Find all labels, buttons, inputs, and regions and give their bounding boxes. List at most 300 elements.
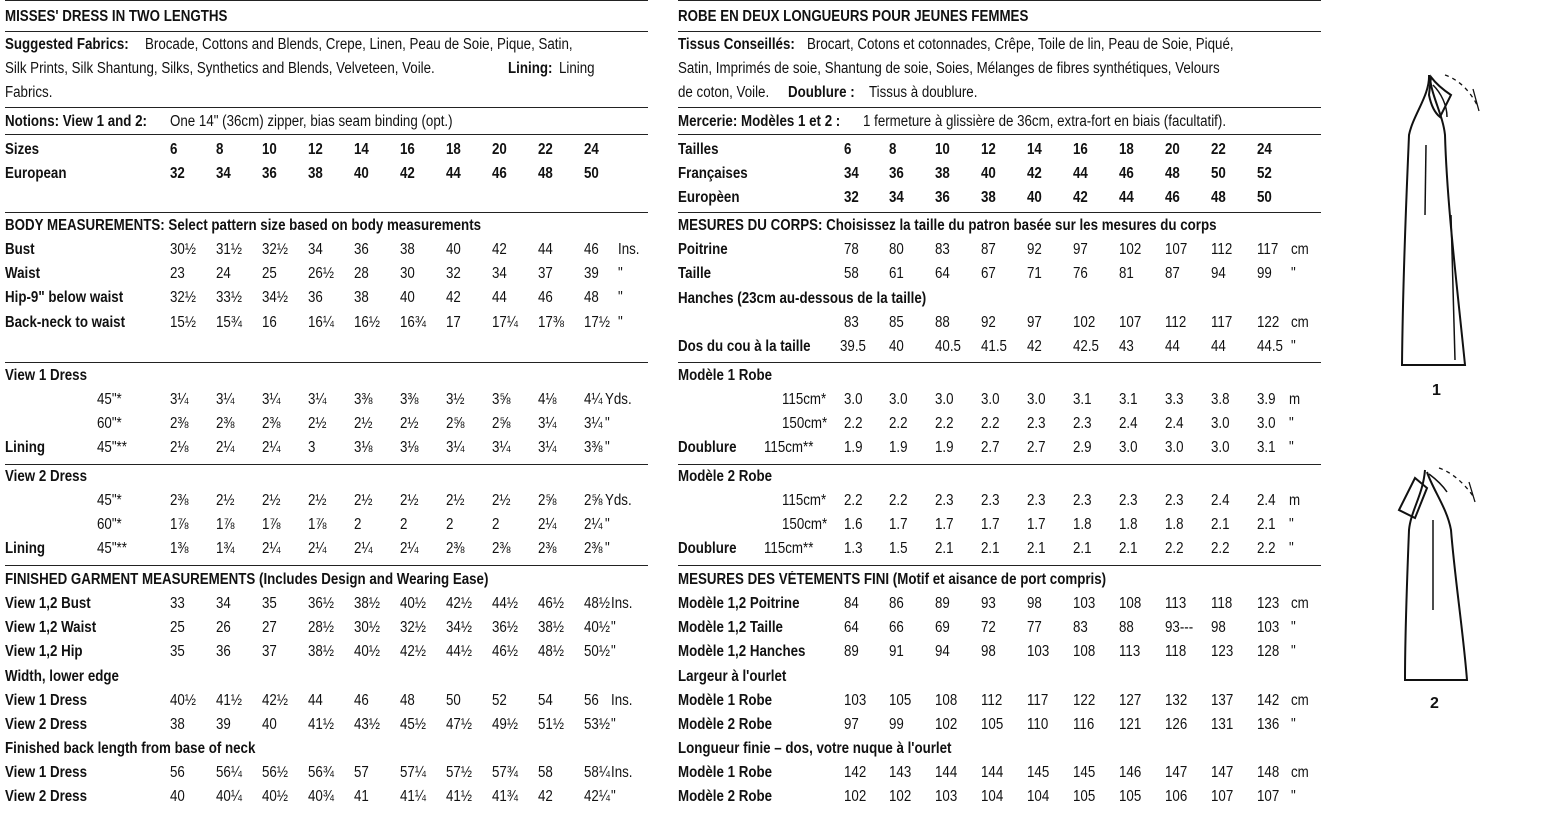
table-cell: 83 bbox=[935, 241, 950, 258]
row-sublabel: 45"* bbox=[97, 391, 122, 408]
table-cell: 132 bbox=[1165, 692, 1188, 709]
unit-label: " bbox=[611, 716, 616, 734]
row-label: Doublure bbox=[678, 439, 737, 457]
table-cell: 97 bbox=[1027, 314, 1042, 331]
table-cell: 38 bbox=[308, 165, 323, 183]
table-cell: 16 bbox=[1073, 141, 1088, 158]
row-sublabel: 45"** bbox=[97, 439, 127, 457]
table-cell: 57¼ bbox=[400, 764, 426, 781]
unit-label: Ins. bbox=[611, 764, 633, 781]
table-cell: 40 bbox=[170, 788, 185, 806]
unit-label: Yds. bbox=[605, 391, 632, 408]
table-cell: 47½ bbox=[446, 716, 472, 734]
table-cell: 3⅜ bbox=[584, 439, 603, 457]
table-cell: 49½ bbox=[492, 716, 518, 734]
table-cell: 103 bbox=[1073, 595, 1096, 612]
table-cell: 32 bbox=[844, 189, 859, 207]
table-cell: 147 bbox=[1165, 764, 1188, 781]
row-sublabel: 115cm* bbox=[782, 492, 827, 509]
table-cell: 93--- bbox=[1165, 619, 1194, 637]
table-cell: 42 bbox=[1027, 338, 1042, 355]
table-cell: 45½ bbox=[400, 716, 426, 734]
table-cell: 72 bbox=[981, 619, 996, 637]
unit-label: Ins. bbox=[611, 692, 633, 709]
table-cell: 1.5 bbox=[889, 540, 908, 558]
table-cell: 36 bbox=[262, 165, 277, 183]
notions-text: 1 fermeture à glissière de 36cm, extra-fort en biais (facultatif). bbox=[863, 113, 1227, 130]
unit-label: " bbox=[1291, 716, 1296, 734]
row-label: Modèle 1,2 Poitrine bbox=[678, 595, 800, 612]
unit-label: m bbox=[1289, 391, 1301, 408]
table-cell: 2⅝ bbox=[446, 415, 465, 433]
table-cell: 8 bbox=[216, 141, 224, 158]
notions-text: One 14" (36cm) zipper, bias seam binding (opt.) bbox=[170, 113, 453, 130]
table-cell: 103 bbox=[844, 692, 867, 709]
table-cell: 107 bbox=[1165, 241, 1188, 258]
table-cell: 42 bbox=[1027, 165, 1042, 183]
table-cell: 2.7 bbox=[1027, 439, 1046, 457]
table-cell: 1.9 bbox=[844, 439, 863, 457]
view2-number: 2 bbox=[1430, 695, 1439, 712]
table-cell: 46 bbox=[492, 165, 507, 183]
table-cell: 102 bbox=[1073, 314, 1096, 331]
title-bar bbox=[678, 0, 1321, 32]
table-cell: 46 bbox=[584, 241, 599, 258]
row-sublabel: 45"* bbox=[97, 492, 122, 509]
table-cell: 38 bbox=[400, 241, 415, 258]
table-cell: 17½ bbox=[584, 313, 610, 331]
table-cell: 2⅜ bbox=[584, 540, 603, 558]
table-cell: 2 bbox=[400, 516, 408, 534]
table-cell: 2.2 bbox=[889, 415, 908, 433]
table-cell: 31½ bbox=[216, 241, 242, 258]
table-cell: 44 bbox=[1165, 338, 1180, 355]
unit-label: " bbox=[618, 289, 623, 307]
table-cell: 123 bbox=[1211, 643, 1234, 661]
table-cell: 46 bbox=[1119, 165, 1134, 183]
table-cell: 41¾ bbox=[492, 788, 518, 806]
table-cell: 3.9 bbox=[1257, 391, 1276, 408]
table-cell: 42¼ bbox=[584, 788, 610, 806]
row-label: Tailles bbox=[678, 141, 719, 158]
table-cell: 3.1 bbox=[1073, 391, 1092, 408]
table-cell: 3⅜ bbox=[400, 391, 419, 408]
unit-label: Ins. bbox=[618, 241, 640, 258]
table-cell: 118 bbox=[1211, 595, 1233, 612]
table-cell: 2.7 bbox=[981, 439, 1000, 457]
table-cell: 43 bbox=[1119, 338, 1134, 355]
table-cell: 18 bbox=[446, 141, 461, 158]
table-cell: 2⅜ bbox=[492, 540, 511, 558]
table-cell: 2.1 bbox=[1211, 516, 1230, 534]
fabrics-label: Tissus Conseillés: bbox=[678, 36, 795, 53]
unit-label: " bbox=[1289, 516, 1294, 534]
table-cell: 67 bbox=[981, 265, 996, 283]
table-cell: 40 bbox=[1027, 189, 1042, 207]
table-cell: 44 bbox=[538, 241, 553, 258]
table-cell: 1.8 bbox=[1073, 516, 1092, 534]
table-cell: 2.2 bbox=[889, 492, 908, 509]
table-cell: 14 bbox=[354, 141, 369, 158]
table-cell: 36 bbox=[308, 289, 323, 307]
table-cell: 24 bbox=[216, 265, 231, 283]
fabrics-text: Lining bbox=[559, 60, 595, 77]
table-cell: 52 bbox=[492, 692, 507, 709]
table-cell: 44 bbox=[1211, 338, 1226, 355]
table-cell: 48 bbox=[584, 289, 599, 307]
table-cell: 56 bbox=[170, 764, 185, 781]
table-cell: 58¼ bbox=[584, 764, 610, 781]
table-cell: 2.3 bbox=[1073, 492, 1092, 509]
table-cell: 108 bbox=[1073, 643, 1096, 661]
row-label: Back-neck to waist bbox=[5, 313, 126, 331]
table-cell: 1⅞ bbox=[262, 516, 281, 534]
table-cell: 3⅛ bbox=[400, 439, 419, 457]
table-cell: 3 bbox=[308, 439, 316, 457]
row-label: Taille bbox=[678, 265, 712, 283]
table-cell: 88 bbox=[935, 314, 950, 331]
table-cell: 117 bbox=[1027, 692, 1049, 709]
table-cell: 2.1 bbox=[981, 540, 1000, 558]
row-label: View 1 Dress bbox=[5, 692, 88, 709]
unit-label: " bbox=[1289, 439, 1294, 457]
table-cell: 88 bbox=[1119, 619, 1134, 637]
table-cell: 42 bbox=[538, 788, 553, 806]
unit-label: " bbox=[1291, 788, 1296, 806]
lining-label: Doublure : bbox=[788, 84, 855, 101]
row-label: Modèle 1,2 Hanches bbox=[678, 643, 806, 661]
table-cell: 1.8 bbox=[1119, 516, 1138, 534]
table-cell: 41½ bbox=[308, 716, 334, 734]
table-cell: 76 bbox=[1073, 265, 1088, 283]
table-cell: 2.3 bbox=[1165, 492, 1184, 509]
divider bbox=[678, 565, 1321, 566]
table-cell: 39 bbox=[216, 716, 231, 734]
table-cell: 32½ bbox=[262, 241, 288, 258]
section-heading: FINISHED GARMENT MEASUREMENTS (Includes Design and Wearing Ease) bbox=[5, 571, 489, 588]
table-cell: 91 bbox=[889, 643, 904, 661]
table-cell: 16¾ bbox=[400, 313, 426, 331]
row-label: European bbox=[5, 165, 67, 183]
row-label: Lining bbox=[5, 439, 45, 457]
view1-dress-sketch-icon bbox=[1385, 65, 1495, 375]
table-cell: 33½ bbox=[216, 289, 242, 307]
table-cell: 3¼ bbox=[492, 439, 511, 457]
table-cell: 34 bbox=[216, 595, 231, 612]
table-cell: 1.9 bbox=[889, 439, 908, 457]
table-cell: 40½ bbox=[354, 643, 380, 661]
table-cell: 2¼ bbox=[584, 516, 603, 534]
table-cell: 2 bbox=[446, 516, 454, 534]
table-cell: 32 bbox=[170, 165, 185, 183]
unit-label: " bbox=[605, 516, 610, 534]
table-cell: 2.3 bbox=[935, 492, 954, 509]
table-cell: 128 bbox=[1257, 643, 1280, 661]
table-cell: 42 bbox=[446, 289, 461, 307]
table-cell: 32½ bbox=[400, 619, 426, 637]
table-cell: 69 bbox=[935, 619, 950, 637]
title-bar bbox=[5, 0, 648, 32]
table-cell: 118 bbox=[1165, 643, 1187, 661]
table-cell: 1⅞ bbox=[308, 516, 327, 534]
table-cell: 2.1 bbox=[935, 540, 954, 558]
row-label: View 1,2 Waist bbox=[5, 619, 97, 637]
divider bbox=[678, 362, 1321, 363]
table-cell: 3¼ bbox=[446, 439, 465, 457]
fabrics-text: Silk Prints, Silk Shantung, Silks, Synthetics and Blends, Velveteen, Voile. bbox=[5, 60, 435, 77]
notions-label: Notions: View 1 and 2: bbox=[5, 113, 147, 130]
table-cell: 2¼ bbox=[538, 516, 557, 534]
table-cell: 25 bbox=[170, 619, 185, 637]
row-label: Poitrine bbox=[678, 241, 728, 258]
table-cell: 33 bbox=[170, 595, 185, 612]
fabrics-text: Brocart, Cotons et cotonnades, Crêpe, Toile de lin, Peau de Soie, Piqué, bbox=[807, 36, 1234, 53]
table-cell: 102 bbox=[1119, 241, 1142, 258]
table-cell: 2.4 bbox=[1165, 415, 1184, 433]
unit-label: " bbox=[611, 643, 616, 661]
table-cell: 148 bbox=[1257, 764, 1280, 781]
row-label: Dos du cou à la taille bbox=[678, 338, 811, 355]
table-cell: 32½ bbox=[170, 289, 196, 307]
table-cell: 2.2 bbox=[844, 492, 863, 509]
table-cell: 25 bbox=[262, 265, 277, 283]
table-cell: 44.5 bbox=[1257, 338, 1283, 355]
table-cell: 113 bbox=[1165, 595, 1187, 612]
unit-label: " bbox=[1291, 338, 1296, 355]
divider bbox=[5, 362, 648, 363]
table-cell: 34 bbox=[216, 165, 231, 183]
table-cell: 51½ bbox=[538, 716, 564, 734]
table-cell: 144 bbox=[981, 764, 1004, 781]
table-cell: 24 bbox=[584, 141, 599, 158]
table-cell: 2 bbox=[492, 516, 500, 534]
unit-label: cm bbox=[1291, 314, 1309, 331]
table-cell: 3.0 bbox=[981, 391, 1000, 408]
row-sublabel: 60"* bbox=[97, 516, 122, 534]
divider bbox=[5, 565, 648, 566]
table-cell: 2½ bbox=[400, 415, 419, 433]
row-label: Françaises bbox=[678, 165, 748, 183]
table-cell: 2½ bbox=[354, 492, 373, 509]
table-cell: 3.0 bbox=[1165, 439, 1184, 457]
table-cell: 44 bbox=[446, 165, 461, 183]
table-cell: 56¾ bbox=[308, 764, 334, 781]
table-cell: 107 bbox=[1119, 314, 1142, 331]
table-cell: 122 bbox=[1073, 692, 1096, 709]
unit-label: cm bbox=[1291, 764, 1309, 781]
divider bbox=[5, 464, 648, 465]
table-cell: 44 bbox=[1119, 189, 1134, 207]
unit-label: cm bbox=[1291, 241, 1309, 258]
row-sublabel: 115cm** bbox=[764, 540, 814, 558]
table-cell: 42 bbox=[492, 241, 507, 258]
unit-label: " bbox=[611, 619, 616, 637]
table-cell: 1.9 bbox=[935, 439, 954, 457]
table-cell: 64 bbox=[844, 619, 859, 637]
table-cell: 103 bbox=[935, 788, 958, 806]
table-cell: 117 bbox=[1257, 241, 1279, 258]
table-cell: 40½ bbox=[170, 692, 196, 709]
table-cell: 107 bbox=[1211, 788, 1234, 806]
table-cell: 35 bbox=[262, 595, 277, 612]
table-cell: 36 bbox=[354, 241, 369, 258]
table-cell: 147 bbox=[1211, 764, 1234, 781]
table-cell: 16½ bbox=[354, 313, 380, 331]
table-cell: 20 bbox=[492, 141, 507, 158]
table-cell: 44 bbox=[308, 692, 323, 709]
unit-label: " bbox=[1291, 643, 1296, 661]
table-cell: 3¼ bbox=[216, 391, 235, 408]
table-cell: 2.3 bbox=[981, 492, 1000, 509]
row-label: View 1,2 Hip bbox=[5, 643, 83, 661]
table-cell: 1⅜ bbox=[170, 540, 189, 558]
table-cell: 121 bbox=[1119, 716, 1142, 734]
table-cell: 2½ bbox=[400, 492, 419, 509]
table-cell: 112 bbox=[1165, 314, 1187, 331]
section-heading: Modèle 2 Robe bbox=[678, 468, 773, 485]
table-cell: 3.0 bbox=[844, 391, 863, 408]
table-cell: 2½ bbox=[446, 492, 465, 509]
table-cell: 144 bbox=[935, 764, 958, 781]
table-cell: 137 bbox=[1211, 692, 1234, 709]
table-cell: 3.1 bbox=[1257, 439, 1276, 457]
table-cell: 39 bbox=[584, 265, 599, 283]
table-cell: 143 bbox=[889, 764, 912, 781]
row-label: View 1,2 Bust bbox=[5, 595, 91, 612]
table-cell: 2.4 bbox=[1211, 492, 1230, 509]
table-cell: 3.3 bbox=[1165, 391, 1184, 408]
unit-label: " bbox=[611, 788, 616, 806]
table-cell: 40½ bbox=[262, 788, 288, 806]
row-sublabel: 150cm* bbox=[782, 516, 828, 534]
table-cell: 12 bbox=[981, 141, 996, 158]
table-cell: 81 bbox=[1119, 265, 1134, 283]
divider bbox=[5, 212, 648, 213]
table-cell: 40 bbox=[354, 165, 369, 183]
table-cell: 1.7 bbox=[1027, 516, 1046, 534]
table-cell: 2¼ bbox=[308, 540, 327, 558]
table-cell: 34½ bbox=[446, 619, 472, 637]
table-cell: 56½ bbox=[262, 764, 288, 781]
table-cell: 2⅜ bbox=[170, 415, 189, 433]
table-cell: 38 bbox=[935, 165, 950, 183]
table-cell: 1.7 bbox=[889, 516, 908, 534]
table-cell: 28½ bbox=[308, 619, 334, 637]
table-cell: 36 bbox=[216, 643, 231, 661]
table-cell: 1.7 bbox=[935, 516, 954, 534]
table-cell: 2⅜ bbox=[216, 415, 235, 433]
section-heading: Longueur finie – dos, votre nuque à l'ourlet bbox=[678, 740, 952, 757]
table-cell: 2.4 bbox=[1119, 415, 1138, 433]
table-cell: 93 bbox=[981, 595, 996, 612]
table-cell: 98 bbox=[1027, 595, 1042, 612]
table-cell: 87 bbox=[981, 241, 996, 258]
unit-label: " bbox=[605, 415, 610, 433]
row-label: Doublure bbox=[678, 540, 737, 558]
row-label: Modèle 2 Robe bbox=[678, 716, 773, 734]
lining-label: Lining: bbox=[508, 60, 553, 77]
table-cell: 42½ bbox=[400, 643, 426, 661]
table-cell: 2.3 bbox=[1119, 492, 1138, 509]
table-cell: 2.3 bbox=[1027, 415, 1046, 433]
table-cell: 18 bbox=[1119, 141, 1134, 158]
fabrics-text: Tissus à doublure. bbox=[869, 84, 978, 101]
section-heading: Largeur à l'ourlet bbox=[678, 668, 787, 685]
table-cell: 2⅝ bbox=[492, 415, 511, 433]
table-cell: 48 bbox=[400, 692, 415, 709]
table-cell: 2⅜ bbox=[170, 492, 189, 509]
table-cell: 10 bbox=[262, 141, 277, 158]
table-cell: 80 bbox=[889, 241, 904, 258]
table-cell: 104 bbox=[1027, 788, 1050, 806]
table-cell: 46 bbox=[1165, 189, 1180, 207]
divider bbox=[678, 212, 1321, 213]
table-cell: 1.8 bbox=[1165, 516, 1184, 534]
unit-label: " bbox=[1289, 540, 1294, 558]
table-cell: 2⅜ bbox=[446, 540, 465, 558]
table-cell: 110 bbox=[1027, 716, 1049, 734]
table-cell: 48 bbox=[1211, 189, 1226, 207]
table-cell: 2¼ bbox=[400, 540, 419, 558]
table-cell: 87 bbox=[1165, 265, 1180, 283]
table-cell: 50 bbox=[1211, 165, 1226, 183]
table-cell: 42½ bbox=[262, 692, 288, 709]
table-cell: 105 bbox=[889, 692, 912, 709]
table-cell: 22 bbox=[1211, 141, 1226, 158]
table-cell: 105 bbox=[1073, 788, 1096, 806]
table-cell: 38 bbox=[354, 289, 369, 307]
divider bbox=[678, 134, 1321, 135]
table-cell: 3.0 bbox=[1119, 439, 1138, 457]
table-cell: 3.0 bbox=[1027, 391, 1046, 408]
table-cell: 89 bbox=[935, 595, 950, 612]
row-label: Sizes bbox=[5, 141, 40, 158]
table-cell: 103 bbox=[1257, 619, 1280, 637]
table-cell: 2.3 bbox=[1027, 492, 1046, 509]
unit-label: m bbox=[1289, 492, 1301, 509]
table-cell: 77 bbox=[1027, 619, 1042, 637]
table-cell: 46½ bbox=[538, 595, 564, 612]
table-cell: 34 bbox=[889, 189, 904, 207]
table-cell: 1⅞ bbox=[170, 516, 189, 534]
table-cell: 1¾ bbox=[216, 540, 235, 558]
divider bbox=[678, 107, 1321, 108]
table-cell: 40 bbox=[981, 165, 996, 183]
fabrics-text: Brocade, Cottons and Blends, Crepe, Linen, Peau de Soie, Pique, Satin, bbox=[145, 36, 573, 53]
section-heading: Modèle 1 Robe bbox=[678, 367, 773, 384]
table-cell: 102 bbox=[844, 788, 867, 806]
table-cell: 97 bbox=[1073, 241, 1088, 258]
table-cell: 2¼ bbox=[354, 540, 373, 558]
table-cell: 42.5 bbox=[1073, 338, 1099, 355]
table-cell: 41¼ bbox=[400, 788, 426, 806]
row-sublabel: 150cm* bbox=[782, 415, 828, 433]
table-cell: 28 bbox=[354, 265, 369, 283]
table-cell: 17⅜ bbox=[538, 313, 564, 331]
table-cell: 2¼ bbox=[216, 439, 235, 457]
table-cell: 6 bbox=[844, 141, 852, 158]
table-cell: 112 bbox=[1211, 241, 1233, 258]
table-cell: 34½ bbox=[262, 289, 288, 307]
table-cell: 38½ bbox=[538, 619, 564, 637]
table-cell: 48 bbox=[538, 165, 553, 183]
table-cell: 3¼ bbox=[584, 415, 603, 433]
table-cell: 36½ bbox=[492, 619, 518, 637]
table-cell: 98 bbox=[1211, 619, 1226, 637]
table-cell: 57¾ bbox=[492, 764, 518, 781]
row-label: Modèle 1 Robe bbox=[678, 692, 773, 709]
row-label: Modèle 2 Robe bbox=[678, 788, 773, 806]
